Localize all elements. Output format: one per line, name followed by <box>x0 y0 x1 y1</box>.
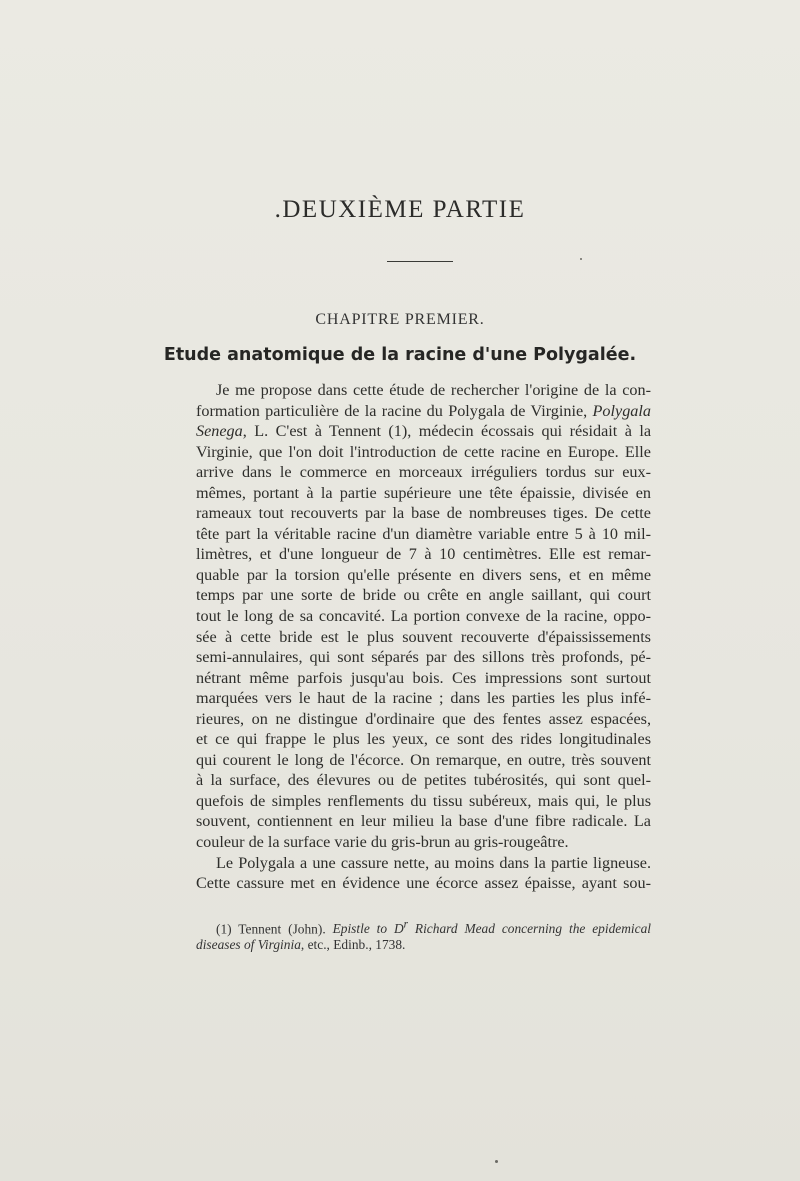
text-line: rieures, on ne distingue d'ordinaire que des fentes assez espacées, <box>196 709 651 728</box>
footnote-title: Epistle to $D^r$ Richard Mead concerning the epidemical <box>332 919 651 937</box>
footnote-title-continued: diseases of Virginia <box>196 937 301 952</box>
part-title: .DEUXIÈME PARTIE <box>274 196 526 223</box>
text-line: Cette cassure met en évidence une écorce assez épaisse, ayant sou- <box>196 874 651 893</box>
text-line: rameaux tout recouverts par la base de nombreuses tiges. De cette <box>196 504 651 523</box>
text-line: quable par la torsion qu'elle présente en divers sens, et en même <box>196 565 651 584</box>
text-line: nétrant même parfois jusqu'au bois. Ces impressions sont surtout <box>196 668 651 687</box>
text-line: semi-annulaires, qui sont séparés par des sillons très profonds, pé- <box>196 648 651 667</box>
text-line: marquées vers le haut de la racine ; dans les parties les plus infé- <box>196 689 651 708</box>
footnote-author: (1) Tennent (John). <box>216 921 333 937</box>
text-line: Je me propose dans cette étude de rechercher l'origine de la con- <box>216 381 651 399</box>
title-separator-rule <box>387 261 453 262</box>
footnote <box>196 916 651 954</box>
paper-speck <box>495 1160 498 1163</box>
species-name: Senega <box>196 422 243 441</box>
text-line: Senega, L. C'est à Tennent (1), médecin écossais qui résidait à la <box>196 422 651 441</box>
section-title: Etude anatomique de la racine d'une Polygalée. <box>163 345 637 365</box>
text-line: tête part la véritable racine d'un diamètre variable entre 5 à 10 mil- <box>196 524 651 543</box>
text-line: Le Polygala a une cassure nette, au moins dans la partie ligneuse. <box>216 853 651 872</box>
chapter-heading: CHAPITRE PREMIER. <box>315 311 485 328</box>
text-line: à la surface, des élevures ou de petites tubérosités, qui sont quel- <box>196 771 651 790</box>
text-line: formation particulière de la racine du Polygala de Virginie, Polygala <box>196 401 651 420</box>
text-line: limètres, et d'une longueur de 7 à 10 centimètres. Elle est remar- <box>196 545 651 564</box>
body-text <box>196 380 651 894</box>
text-line: mêmes, portant à la partie supérieure une tête épaissie, divisée en <box>196 483 651 502</box>
text-line: temps par une sorte de bride ou crête en angle saillant, qui court <box>196 586 651 605</box>
species-name: Polygala <box>592 401 651 420</box>
footnote-publication: , etc., Edinb., 1738. <box>300 937 406 952</box>
text-line: couleur de la surface varie du gris-brun au gris-rougeâtre. <box>196 833 569 852</box>
text-line: quefois de simples renflements du tissu subéreux, mais qui, le plus <box>196 791 651 810</box>
text-line: qui courent le long de l'écorce. On remarque, en outre, très souvent <box>196 750 651 769</box>
text-line: arrive dans le commerce en morceaux irréguliers tordus sur eux- <box>196 463 651 482</box>
text-line: tout le long de sa concavité. La portion convexe de la racine, oppo- <box>196 607 651 626</box>
text-line: et ce qui frappe le plus les yeux, ce sont des rides longitudinales <box>196 730 651 749</box>
footnote-line <box>196 935 651 954</box>
text-line: Virginie, que l'on doit l'introduction de cette racine en Europe. Elle <box>196 442 651 461</box>
text-line: sée à cette bride est le plus souvent recouverte d'épaississements <box>196 627 651 646</box>
footnote-line <box>196 916 651 935</box>
text-line: souvent, contiennent en leur milieu la base d'une fibre radicale. La <box>196 812 651 831</box>
paper-speck <box>580 258 582 260</box>
